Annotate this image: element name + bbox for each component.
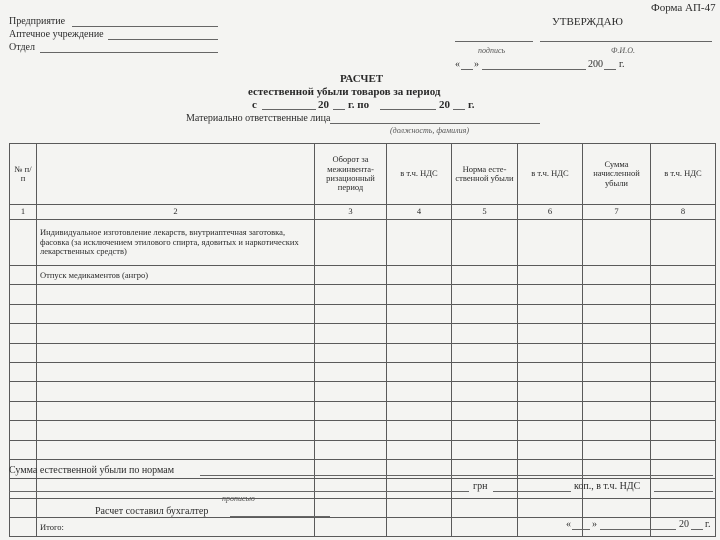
table-cell[interactable] <box>518 324 583 343</box>
table-cell[interactable] <box>387 324 452 343</box>
table-cell[interactable] <box>315 401 387 420</box>
responsible-field[interactable] <box>330 123 540 124</box>
table-cell[interactable] <box>37 382 315 401</box>
table-cell[interactable] <box>10 220 37 266</box>
table-cell[interactable] <box>10 382 37 401</box>
table-cell[interactable] <box>452 401 518 420</box>
table-cell[interactable] <box>10 479 37 498</box>
footer-year-suffix: г. <box>705 519 711 530</box>
table-cell[interactable] <box>651 285 716 304</box>
table-cell[interactable] <box>583 382 651 401</box>
period-year2-field[interactable] <box>453 109 465 110</box>
approval-day-field[interactable] <box>461 69 473 70</box>
table-cell[interactable] <box>583 401 651 420</box>
table-cell[interactable] <box>315 220 387 266</box>
table-cell[interactable] <box>452 324 518 343</box>
total-label: Итого: <box>37 518 315 537</box>
pharmacy-field[interactable] <box>108 39 218 40</box>
table-cell[interactable] <box>651 343 716 362</box>
table-row <box>10 220 716 266</box>
table-cell[interactable] <box>583 266 651 285</box>
table-cell[interactable] <box>651 440 716 459</box>
table-cell[interactable] <box>10 304 37 323</box>
table-cell[interactable] <box>10 324 37 343</box>
table-cell[interactable] <box>315 479 387 498</box>
table-cell[interactable] <box>452 498 518 517</box>
words-caption: прописью <box>222 494 255 503</box>
row-manufacturing-label: Индивидуальное изготовление лекарств, внутриаптечная заготовка, фасовка (за исключением этилового спирта, ядовитых и наркотических лекарственных средств) <box>37 220 315 266</box>
table-cell[interactable] <box>387 382 452 401</box>
header-norm: Норма есте-ственной убыли <box>452 144 518 205</box>
accountant-label: Расчет составил бухгалтер <box>95 506 209 517</box>
table-cell[interactable] <box>452 304 518 323</box>
table-cell[interactable] <box>583 440 651 459</box>
footer-day-field[interactable] <box>572 529 590 530</box>
period-from: с <box>252 99 257 111</box>
approval-title: УТВЕРЖДАЮ <box>552 16 623 28</box>
table-row <box>10 421 716 440</box>
table-cell[interactable] <box>10 440 37 459</box>
table-cell[interactable] <box>387 362 452 381</box>
table-cell[interactable] <box>518 343 583 362</box>
column-number: 2 <box>37 205 315 220</box>
table-cell[interactable] <box>387 343 452 362</box>
table-cell[interactable] <box>37 285 315 304</box>
table-cell[interactable] <box>651 401 716 420</box>
table-cell[interactable] <box>651 324 716 343</box>
table-cell[interactable] <box>315 266 387 285</box>
sum-label: Сумма естественной убыли по нормам <box>9 465 175 476</box>
table-cell[interactable] <box>387 421 452 440</box>
approval-year-suffix: г. <box>619 59 625 70</box>
approval-date-open: « <box>455 59 460 70</box>
vat-field[interactable] <box>654 491 713 492</box>
header-turnover-vat: в т.ч. НДС <box>387 144 452 205</box>
table-cell[interactable] <box>37 479 315 498</box>
table-cell[interactable] <box>10 285 37 304</box>
footer-month-field[interactable] <box>600 529 676 530</box>
table-cell[interactable] <box>651 362 716 381</box>
accountant-field[interactable] <box>230 516 330 517</box>
column-numbers-row <box>10 205 716 220</box>
footer-date-open: « <box>566 519 571 530</box>
table-row <box>10 362 716 381</box>
uah-field[interactable] <box>493 491 571 492</box>
table-cell[interactable] <box>518 285 583 304</box>
sum-field[interactable] <box>200 475 713 476</box>
table-cell[interactable] <box>37 362 315 381</box>
header-turnover: Оборот за межинвента-ризационный период <box>315 144 387 205</box>
table-cell[interactable] <box>651 421 716 440</box>
table-cell[interactable] <box>583 343 651 362</box>
table-cell[interactable] <box>452 382 518 401</box>
table-cell[interactable] <box>387 440 452 459</box>
row-wholesale-label: Отпуск медикаментов (ангро) <box>37 266 315 285</box>
table-cell[interactable] <box>10 343 37 362</box>
period-end-field[interactable] <box>380 109 436 110</box>
total-turnover-vat-cell[interactable] <box>387 518 452 537</box>
table-cell[interactable] <box>315 343 387 362</box>
table-cell[interactable] <box>452 421 518 440</box>
table-cell[interactable] <box>452 343 518 362</box>
table-row <box>10 266 716 285</box>
approval-signature-caption: подпись <box>478 46 506 55</box>
header-sum-vat: в т.ч. НДС <box>651 144 716 205</box>
table-cell[interactable] <box>518 220 583 266</box>
table-cell[interactable] <box>518 479 583 498</box>
table-cell[interactable] <box>583 498 651 517</box>
table-cell[interactable] <box>315 304 387 323</box>
doc-title: РАСЧЕТ <box>340 73 384 85</box>
table-cell[interactable] <box>10 401 37 420</box>
pharmacy-label: Аптечное учреждение <box>9 29 104 40</box>
column-number: 7 <box>583 205 651 220</box>
total-row <box>10 518 716 537</box>
footer-year-field[interactable] <box>691 529 703 530</box>
table-cell[interactable] <box>651 479 716 498</box>
form-code: Форма АП-47 <box>651 2 716 14</box>
table-cell[interactable] <box>583 304 651 323</box>
column-number: 8 <box>651 205 716 220</box>
table-row <box>10 382 716 401</box>
table-cell[interactable] <box>518 266 583 285</box>
column-number: 5 <box>452 205 518 220</box>
department-field[interactable] <box>40 52 218 53</box>
table-cell[interactable] <box>315 421 387 440</box>
table-cell[interactable] <box>518 421 583 440</box>
table-cell[interactable] <box>452 266 518 285</box>
table-cell[interactable] <box>387 498 452 517</box>
table-cell[interactable] <box>37 343 315 362</box>
approval-signature-field[interactable] <box>455 41 533 42</box>
enterprise-label: Предприятие <box>9 16 66 27</box>
responsible-label: Материально ответственные лица <box>186 113 331 124</box>
responsible-caption: (должность, фамилия) <box>390 126 470 135</box>
table-cell[interactable] <box>387 401 452 420</box>
column-number: 3 <box>315 205 387 220</box>
table-cell[interactable] <box>387 220 452 266</box>
table-cell[interactable] <box>315 324 387 343</box>
table-row <box>10 401 716 420</box>
sum-words-field[interactable] <box>9 491 469 492</box>
header-sum: Сумма начисленной убыли <box>583 144 651 205</box>
table-cell[interactable] <box>387 479 452 498</box>
approval-name-field[interactable] <box>540 41 712 42</box>
table-cell[interactable] <box>387 266 452 285</box>
approval-name-caption: Ф.И.О. <box>611 46 635 55</box>
period-mid: г. по <box>348 99 370 111</box>
table-cell[interactable] <box>518 440 583 459</box>
period-end: г. <box>468 99 475 111</box>
period-start-field[interactable] <box>262 109 316 110</box>
table-cell[interactable] <box>37 324 315 343</box>
footer-date-close: » <box>592 519 597 530</box>
table-cell[interactable] <box>10 498 37 517</box>
table-cell[interactable] <box>37 304 315 323</box>
table-cell[interactable] <box>452 285 518 304</box>
table-cell[interactable] <box>10 518 37 537</box>
table-cell[interactable] <box>452 362 518 381</box>
header-row-number: № п/п <box>10 144 37 205</box>
table-cell[interactable] <box>10 421 37 440</box>
table-cell[interactable] <box>10 266 37 285</box>
table-row <box>10 285 716 304</box>
table-cell[interactable] <box>518 362 583 381</box>
table-cell[interactable] <box>37 440 315 459</box>
kop-vat-label: коп., в т.ч. НДС <box>574 481 641 492</box>
table-cell[interactable] <box>315 382 387 401</box>
table-cell[interactable] <box>315 362 387 381</box>
table-cell[interactable] <box>583 220 651 266</box>
table-cell[interactable] <box>518 304 583 323</box>
approval-date-close: » <box>474 59 479 70</box>
table-cell[interactable] <box>583 324 651 343</box>
footer-year-prefix: 20 <box>679 519 689 530</box>
approval-year-field[interactable] <box>604 69 616 70</box>
header-name <box>37 144 315 205</box>
table-cell[interactable] <box>37 401 315 420</box>
table-cell[interactable] <box>651 304 716 323</box>
table-cell[interactable] <box>387 285 452 304</box>
table-cell[interactable] <box>452 220 518 266</box>
table-cell[interactable] <box>315 498 387 517</box>
table-cell[interactable] <box>315 285 387 304</box>
total-norm-vat-cell[interactable] <box>518 518 583 537</box>
table-cell[interactable] <box>651 498 716 517</box>
table-cell[interactable] <box>583 362 651 381</box>
column-number: 1 <box>10 205 37 220</box>
table-cell[interactable] <box>583 285 651 304</box>
approval-year-prefix: 200 <box>588 59 603 70</box>
period-year1-field[interactable] <box>333 109 345 110</box>
header-norm-vat: в т.ч. НДС <box>518 144 583 205</box>
table-row <box>10 440 716 459</box>
table-row <box>10 343 716 362</box>
column-number: 4 <box>387 205 452 220</box>
department-label: Отдел <box>9 42 35 53</box>
table-cell[interactable] <box>387 304 452 323</box>
table-cell[interactable] <box>452 440 518 459</box>
table-cell[interactable] <box>10 362 37 381</box>
shrinkage-table <box>9 143 716 537</box>
period-year1: 20 <box>318 99 329 111</box>
table-cell[interactable] <box>518 382 583 401</box>
total-turnover-cell[interactable] <box>315 518 387 537</box>
table-cell[interactable] <box>651 220 716 266</box>
table-cell[interactable] <box>651 266 716 285</box>
table-row <box>10 304 716 323</box>
currency-label: грн <box>473 481 488 492</box>
table-cell[interactable] <box>518 498 583 517</box>
table-cell[interactable] <box>651 382 716 401</box>
table-cell[interactable] <box>37 421 315 440</box>
table-cell[interactable] <box>518 401 583 420</box>
approval-month-field[interactable] <box>482 69 586 70</box>
total-norm-cell[interactable] <box>452 518 518 537</box>
column-number: 6 <box>518 205 583 220</box>
period-year2: 20 <box>439 99 450 111</box>
table-cell[interactable] <box>315 440 387 459</box>
table-cell[interactable] <box>583 421 651 440</box>
doc-subtitle: естественной убыли товаров за период <box>248 86 441 98</box>
table-row <box>10 324 716 343</box>
enterprise-field[interactable] <box>72 26 218 27</box>
